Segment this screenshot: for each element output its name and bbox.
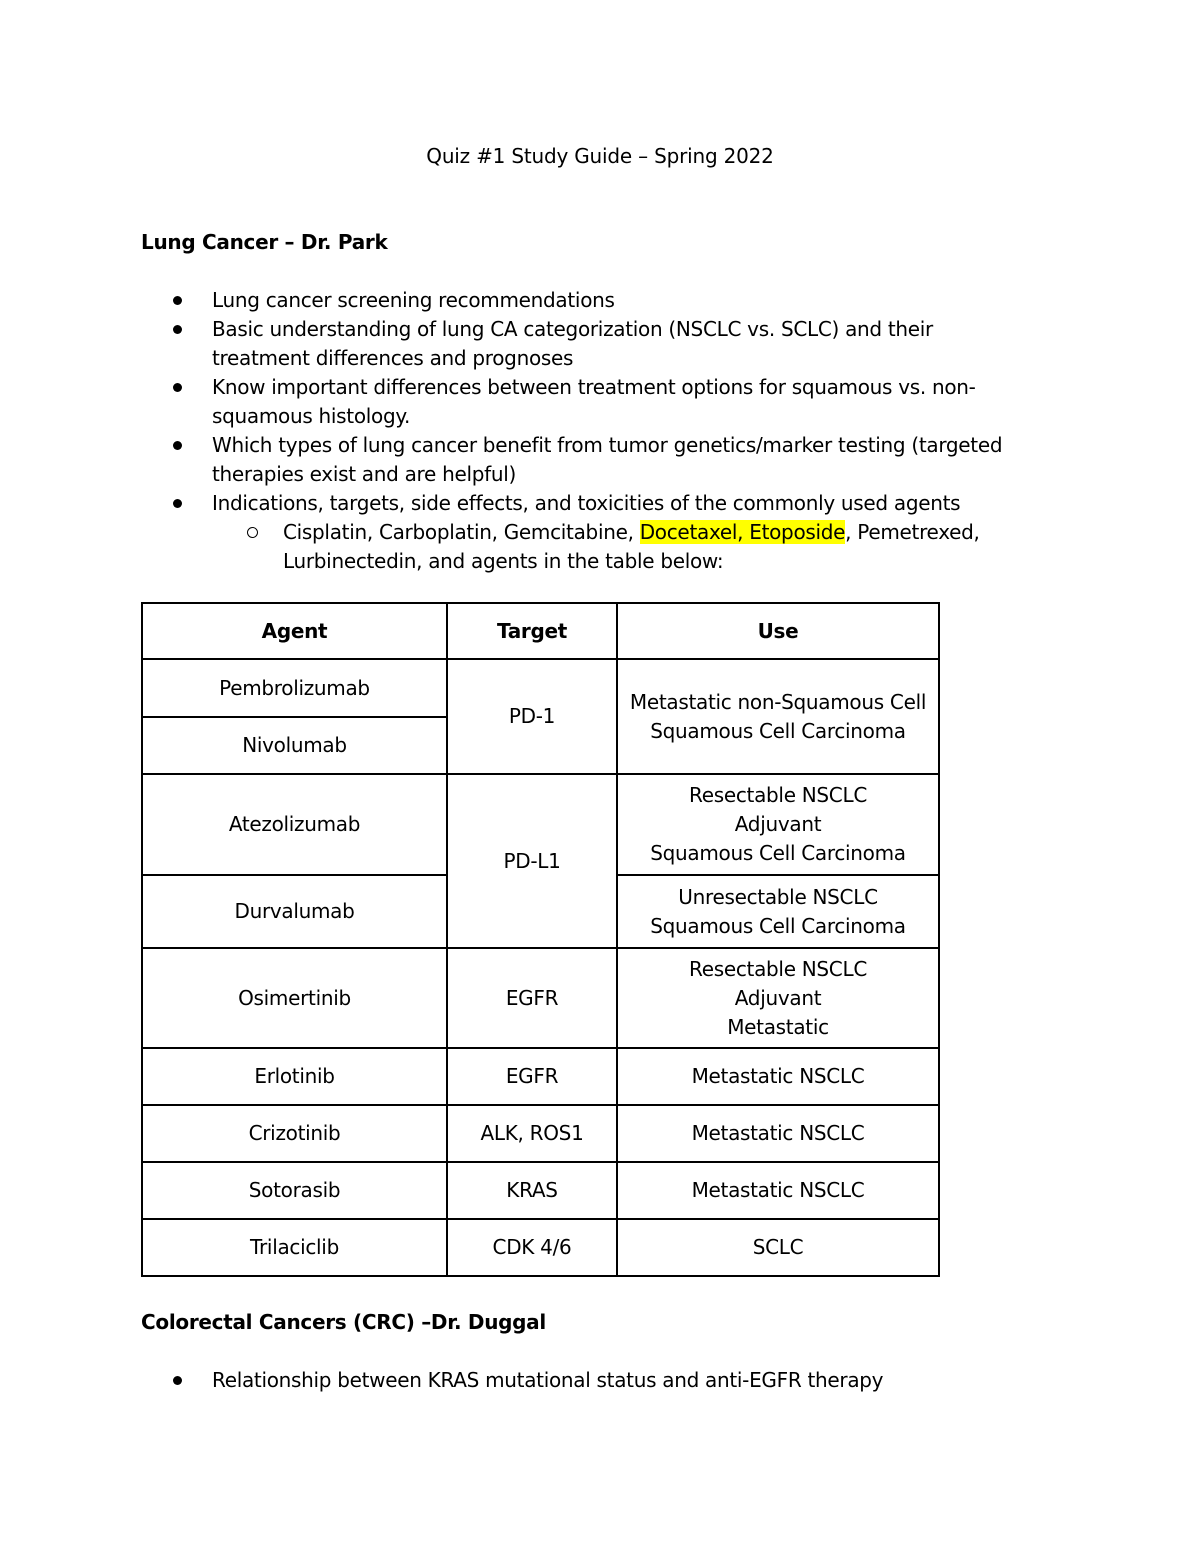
sub-bullet-text-before: Cisplatin, Carboplatin, Gemcitabine, xyxy=(283,520,640,544)
use-line: Unresectable NSCLC xyxy=(678,884,878,909)
use-line: Adjuvant xyxy=(734,985,822,1010)
use-line: Squamous Cell Carcinoma xyxy=(650,913,906,938)
target-cell: KRAS xyxy=(447,1162,617,1219)
use-line: Metastatic xyxy=(727,1014,829,1039)
use-cell: Metastatic NSCLC xyxy=(617,1048,939,1105)
target-cell: EGFR xyxy=(447,948,617,1048)
bullet-icon xyxy=(173,296,182,305)
use-cell xyxy=(617,875,939,948)
use-cell: Metastatic NSCLC xyxy=(617,1162,939,1219)
agent-cell: Nivolumab xyxy=(142,717,447,774)
table-row xyxy=(142,1048,939,1105)
lung-cancer-heading: Lung Cancer – Dr. Park xyxy=(141,230,388,254)
bullet-icon xyxy=(173,499,182,508)
table-row xyxy=(142,1219,939,1276)
table-row xyxy=(142,659,939,717)
table-row xyxy=(142,1105,939,1162)
bullet-text: Relationship between KRAS mutational status and anti-EGFR therapy xyxy=(212,1368,884,1392)
agents-table xyxy=(141,602,940,1277)
bullet-text: Which types of lung cancer benefit from tumor genetics/marker testing (targeted therapies exist and are helpful) xyxy=(212,433,1003,486)
list-item xyxy=(141,431,1021,489)
sub-bullet-text-after: , Pemetrexed, Lurbinectedin, and agents in the table below: xyxy=(283,520,980,573)
list-item xyxy=(141,1366,1021,1395)
table-header-row xyxy=(142,603,939,659)
agents-sub-list xyxy=(212,518,1021,576)
agent-cell: Pembrolizumab xyxy=(142,659,447,717)
use-line: Adjuvant xyxy=(734,812,822,836)
use-line: Squamous Cell Carcinoma xyxy=(650,841,906,865)
list-item xyxy=(141,286,1021,315)
use-line: Resectable NSCLC xyxy=(689,956,867,981)
bullet-icon xyxy=(173,1376,182,1385)
agent-cell: Crizotinib xyxy=(142,1105,447,1162)
bullet-text: Indications, targets, side effects, and toxicities of the commonly used agents xyxy=(212,491,961,515)
use-cell xyxy=(617,948,939,1048)
target-cell: EGFR xyxy=(447,1048,617,1105)
target-cell: ALK, ROS1 xyxy=(447,1105,617,1162)
table-row xyxy=(142,774,939,875)
use-cell: Metastatic NSCLC xyxy=(617,1105,939,1162)
hollow-bullet-icon xyxy=(247,527,258,538)
agent-cell: Atezolizumab xyxy=(142,774,447,875)
target-cell: CDK 4/6 xyxy=(447,1219,617,1276)
colorectal-cancer-heading: Colorectal Cancers (CRC) –Dr. Duggal xyxy=(141,1310,546,1334)
header-target: Target xyxy=(447,603,617,659)
bullet-text: Know important differences between treatment options for squamous vs. non-squamous histology. xyxy=(212,375,976,428)
page-title: Quiz #1 Study Guide – Spring 2022 xyxy=(426,144,774,168)
use-cell xyxy=(617,659,939,774)
agent-cell: Sotorasib xyxy=(142,1162,447,1219)
lung-cancer-bullet-list xyxy=(141,286,1021,576)
table-row xyxy=(142,948,939,1048)
agent-cell: Erlotinib xyxy=(142,1048,447,1105)
use-line: Resectable NSCLC xyxy=(689,783,867,807)
bullet-text: Basic understanding of lung CA categorization (NSCLC vs. SCLC) and their treatment differences and prognoses xyxy=(212,317,933,370)
use-line: Metastatic non-Squamous Cell xyxy=(629,689,927,714)
list-item xyxy=(141,373,1021,431)
list-item xyxy=(141,489,1021,576)
use-cell: SCLC xyxy=(617,1219,939,1276)
header-use: Use xyxy=(617,603,939,659)
table-row xyxy=(142,1162,939,1219)
bullet-icon xyxy=(173,325,182,334)
agent-cell: Durvalumab xyxy=(142,875,447,948)
highlighted-agents: Docetaxel, Etoposide xyxy=(639,520,846,544)
header-agent: Agent xyxy=(142,603,447,659)
target-cell: PD-1 xyxy=(447,659,617,774)
colorectal-cancer-bullet-list xyxy=(141,1366,1021,1395)
agent-cell: Osimertinib xyxy=(142,948,447,1048)
agent-cell: Trilaciclib xyxy=(142,1219,447,1276)
target-cell: PD-L1 xyxy=(447,774,617,948)
use-cell xyxy=(617,774,939,875)
bullet-icon xyxy=(173,441,182,450)
bullet-icon xyxy=(173,383,182,392)
bullet-text: Lung cancer screening recommendations xyxy=(212,288,615,312)
list-item xyxy=(141,315,1021,373)
use-line: Squamous Cell Carcinoma xyxy=(650,718,906,743)
sub-list-item xyxy=(212,518,1021,576)
